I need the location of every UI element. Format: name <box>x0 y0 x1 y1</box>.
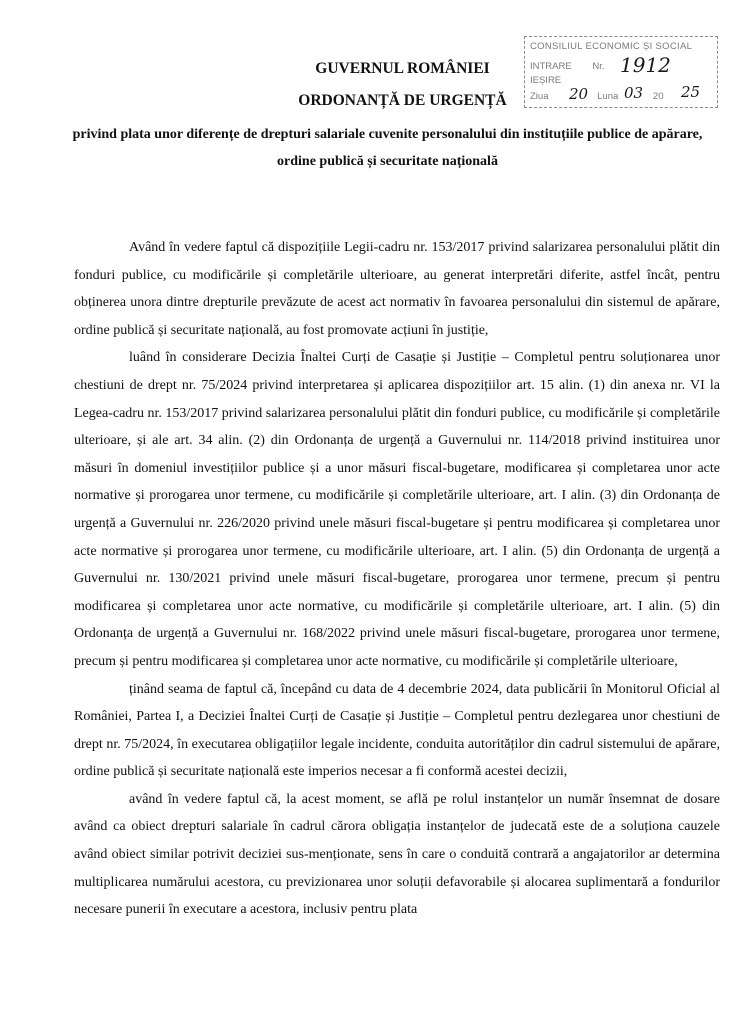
paragraph-4: având în vedere faptul că, la acest moment, se află pe rolul instanțelor un număr însemnat de dosare având ca obiect drepturi salariale în cadrul cărora obligația instanțelor de judecată este de a soluționa cauzele având obiect similar potrivit deciziei sus-menționate, sens în care o conduită contrară a angajatorilor ar determina multiplicarea numărului acestora, cu previzionarea unor soluții defavorabile și alocarea suplimentară a fondurilor necesare punerii în executare a acestora, inclusiv pentru plata <box>74 791 720 918</box>
paragraph-3: ținând seama de faptul că, începând cu data de 4 decembrie 2024, data publicării în Monitorul Oficial al României, Partea I, a Deciziei Înaltei Curți de Casație și Justiție – Completul pentru dezlegarea unor chestiuni de drept nr. 75/2024, în executarea obligațiilor legale incidente, conduita autorităților din cadrul sistemului de apărare, ordine publică și securitate națională este imperios necesar a fi conformă acestei decizii, <box>74 681 720 780</box>
paragraph-1: Având în vedere faptul că dispozițiile Legii-cadru nr. 153/2017 privind salarizarea personalului plătit din fonduri publice, cu modificările și completările ulterioare, au generat interpretări diferite, astfel încât, pentru obținerea unora dintre drepturile prevăzute de acest act normativ în favoarea personalului din sistemul de apărare, ordine publică și securitate națională, au fost promovate acțiuni în justiție, <box>74 240 720 338</box>
document-body <box>74 234 720 924</box>
stamp-registration-number: 1912 <box>620 53 671 77</box>
paragraph-2: luând în considerare Decizia Înaltei Curți de Casație și Justiție – Completul pentru soluționarea unor chestiuni de drept nr. 75/2024 privind interpretarea și aplicarea dispozițiilor art. 15 alin. (1) din anexa nr. VI la Legea-cadru nr. 153/2017 privind salarizarea personalului plătit din fonduri publice, cu modificările și completările ulterioare, și ale art. 34 alin. (2) din Ordonanța de urgență a Guvernului nr. 114/2018 privind instituirea unor măsuri în domeniul investițiilor publice și a unor măsuri fiscal-bugetare, modificarea și completarea unor acte normative și prorogarea unor termene, cu modificările și completările ulterioare, art. I alin. (3) din Ordonanța de urgență a Guvernului nr. 226/2020 privind unele măsuri fiscal-bugetare și pentru modificarea și completarea unor acte normative și prorogarea unor termene, cu modificările ulterioare, art. I alin. (5) din Ordonanța de urgență a Guvernului nr. 130/2021 privind unele măsuri fiscal-bugetare, prorogarea unor termene, precum și pentru modificarea și completarea unor acte normative, cu modificările și completările ulterioare, art. I alin. (5) din Ordonanța de urgență a Guvernului nr. 168/2022 privind unele măsuri fiscal-bugetare, prorogarea unor termene, precum și pentru modificarea și completarea unor acte normative, cu modificările și completările ulterioare, <box>74 350 720 669</box>
institution-title: GUVERNUL ROMÂNIEI <box>315 60 490 77</box>
stamp-intrare-label: INTRARE <box>530 61 572 72</box>
stamp-day-value: 20 <box>569 85 589 103</box>
stamp-year-value: 25 <box>681 83 701 101</box>
act-type-title: ORDONANȚĂ DE URGENȚĂ <box>298 92 507 109</box>
stamp-day-label: Ziua <box>530 91 549 102</box>
stamp-iesire-label: IEȘIRE <box>530 75 562 86</box>
stamp-month-label: Luna <box>597 91 619 102</box>
stamp-nr-label: Nr. <box>592 61 605 72</box>
stamp-month-value: 03 <box>624 84 644 102</box>
act-subject: privind plata unor diferențe de drepturi salariale cuvenite personalului din instituțiile publice de apărare, ordine publică și securitate națională <box>72 127 703 169</box>
stamp-year-label: 20 <box>652 91 664 102</box>
stamp-institution: CONSILIUL ECONOMIC ȘI SOCIAL <box>530 41 693 52</box>
